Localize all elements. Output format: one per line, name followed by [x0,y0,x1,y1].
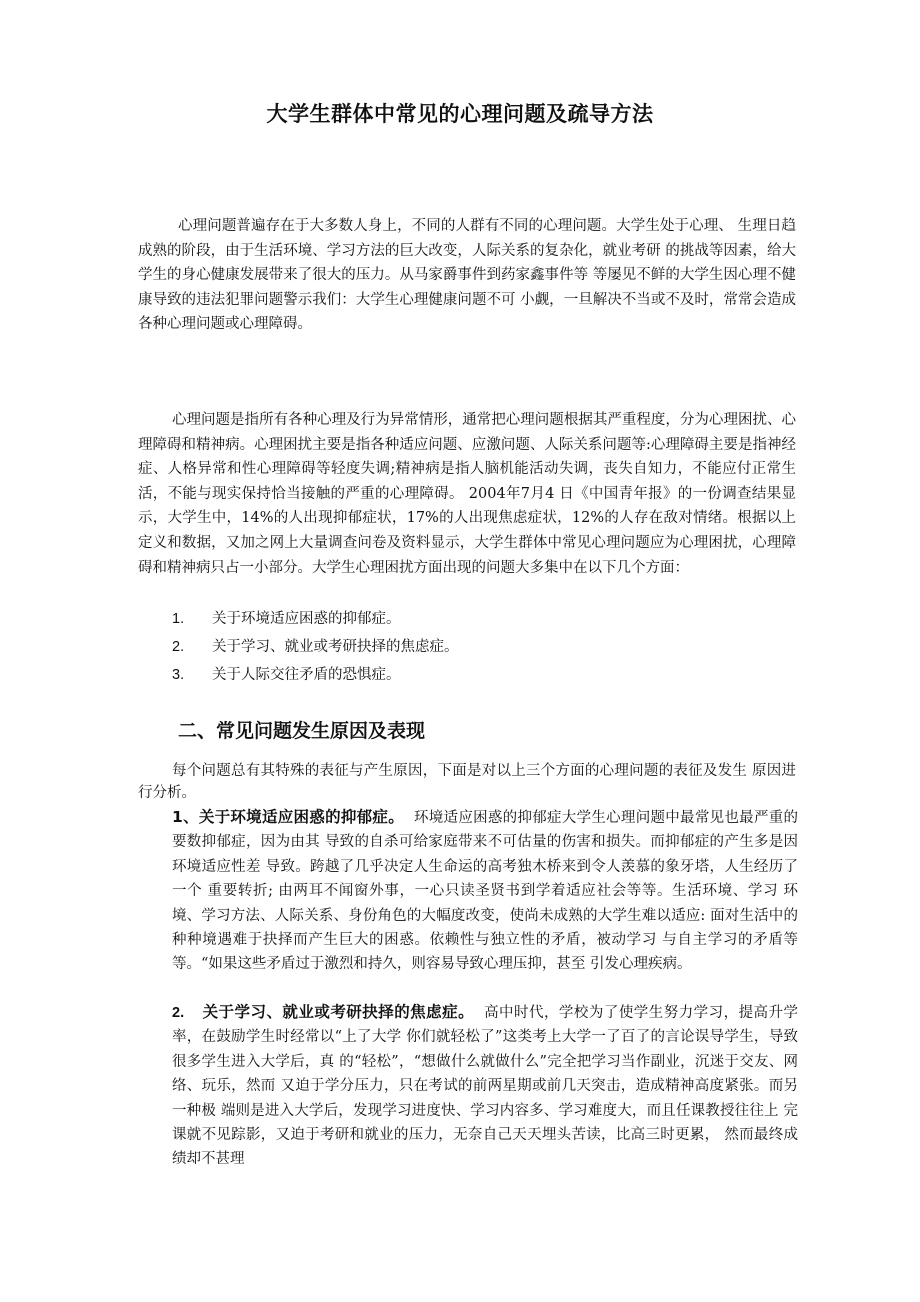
list-item [172,607,792,635]
list-item [172,635,792,663]
subsection-number: 2. [172,1005,185,1021]
subsection-heading: 1、关于环境适应困惑的抑郁症。 [172,808,404,826]
subsection-depression [172,805,798,977]
subsection-text: 高中时代，学校为了使学生努力学习，提高升学率，在鼓励学生时经常以“上了大学 你们就轻松了”这类考上大学一了百了的言论误导学生，导致很多学生进入大学后，真 的“轻松”，“想做什么就做什么”完全把学习当作副业，沉迷于交友、网络、玩乐，然而 又迫于学分压力，只在考试的前两星期或前几天突击，造成精神高度紧张。而另一种极 端则是进入大学后，发现学习进度快、学习内容多、学习难度大，而且任课教授往往上 完课就不见踪影，又迫于考研和就业的压力，无奈自己天天埋头苦读，比高三时更累， 然而最终成绩却不甚理 [172,1005,798,1168]
subsection-heading: 关于学习、就业或考研抉择的焦虑症。 [202,1003,475,1021]
list-item-text: 关于人际交往矛盾的恐惧症。 [212,667,401,683]
section-heading: 二、常见问题发生原因及表现 [178,720,426,742]
definition-paragraph: 心理问题是指所有各种心理及行为异常情形，通常把心理问题根据其严重程度，分为心理困扰、心理障碍和精神病。心理困扰主要是指各种适应问题、应激问题、人际关系问题等:心理障碍主要是指神经症、人格异常和性心理障碍等轻度失调;精神病是指人脑机能活动失调，丧失自知力，不能应付正常生活，不能与现实保持恰当接触的严重的心理障碍。 2004年7月4 日《中国青年报》的一份调查结果显示，大学生中，14%的人出现抑郁症状，17%的人出现焦虑症状，12%的人存在敌对情绪。根据以上定义和数据，又加之网上大量调查问卷及资料显示，大学生群体中常见心理问题应为心理困扰，心理障碍和精神病只占一小部分。大学生心理困扰方面出现的问题大多集中在以下几个方面： [138,412,796,576]
intro-paragraph: 心理问题普遍存在于大多数人身上，不同的人群有不同的心理问题。大学生处于心理、 生理日趋成熟的阶段，由于生活环境、学习方法的巨大改变，人际关系的复杂化，就业考研 的挑战等因素，给大学生的身心健康发展带来了很大的压力。从马家爵事件到药家鑫事件等 等屡见不鲜的大学生因心理不健康导致的违法犯罪问题警示我们：大学生心理健康问题不可 小觑，一旦解决不当或不及时，常常会造成各种心理问题或心理障碍。 [138,218,796,333]
problem-list [172,607,792,691]
subsection-text: 环境适应困惑的抑郁症大学生心理问题中最常见也最严重的要数抑郁症，因为由其 导致的自杀可给家庭带来不可估量的伤害和损失。而抑郁症的产生多是因环境适应性差 导致。跨越了几乎决定人生命运的高考独木桥来到令人羡慕的象牙塔，人生经历了一个 重要转折; 由两耳不闻窗外事，一心只读圣贤书到学着适应社会等等。生活环境、学习 环境、学习方法、人际关系、身份角色的大幅度改变，使尚未成熟的大学生难以适应: 面对生活中的种种境遇难于抉择而产生巨大的困惑。依赖性与独立性的矛盾，被动学习 与自主学习的矛盾等等。“如果这些矛盾过于激烈和持久，则容易导致心理压抑，甚至 引发心理疾病。 [172,810,798,973]
section-intro-paragraph: 每个问题总有其特殊的表征与产生原因，下面是对以上三个方面的心理问题的表征及发生 原因进行分析。 [138,763,796,801]
list-item-number: 2. [172,639,185,655]
list-item-text: 关于环境适应困惑的抑郁症。 [212,611,401,627]
list-item-text: 关于学习、就业或考研抉择的焦虑症。 [212,639,459,655]
list-item [172,663,792,691]
document-title: 大学生群体中常见的心理问题及疏导方法 [266,102,654,126]
list-item-number: 3. [172,667,185,683]
list-item-number: 1. [172,611,185,627]
subsection-anxiety [172,1000,798,1172]
